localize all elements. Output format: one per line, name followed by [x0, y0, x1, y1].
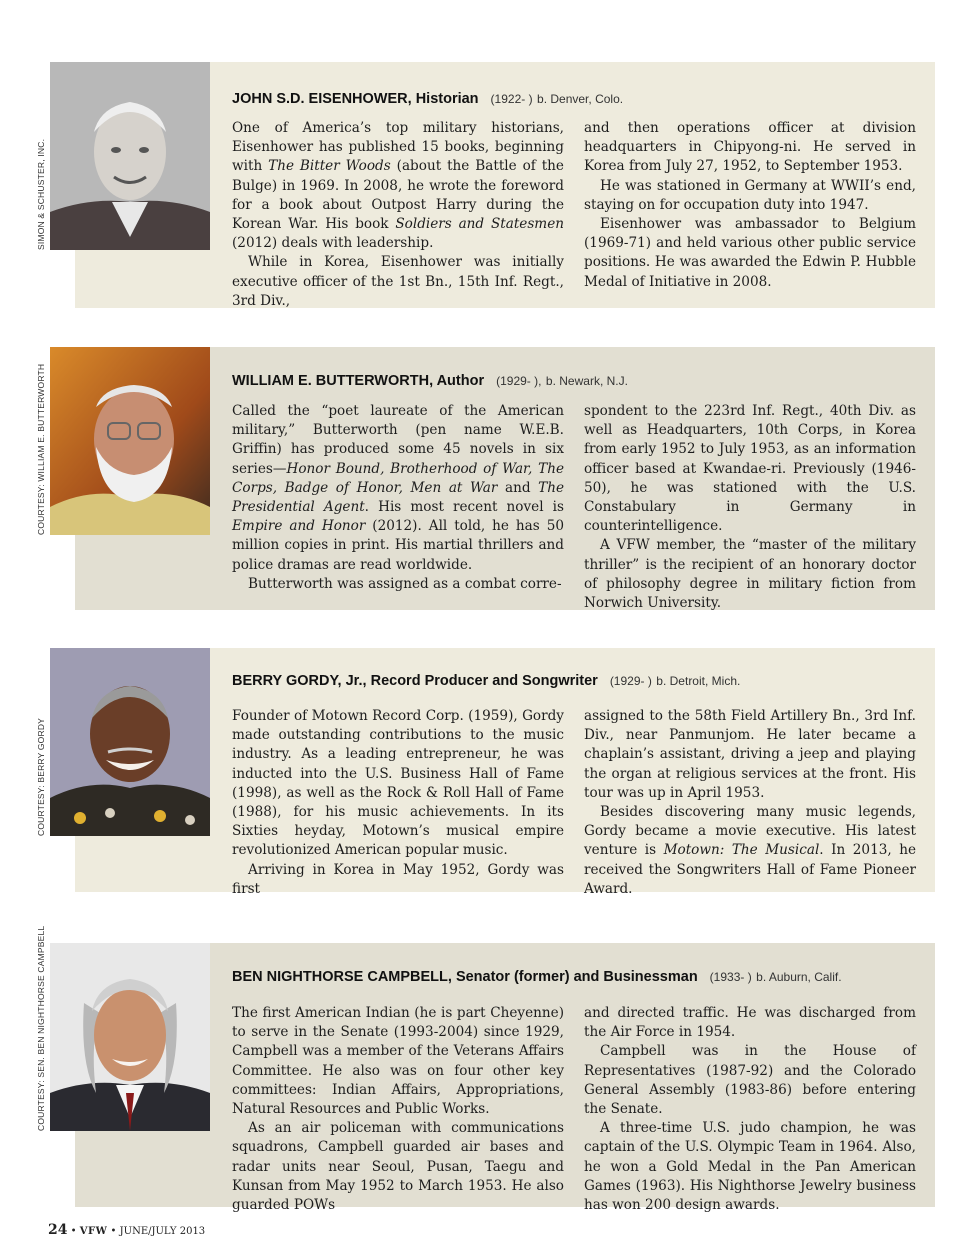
bio-paragraph: Campbell was in the House of Representatives (1987-92) and the Colorado General Assembly (1983-86) before entering the Senate.: [584, 1043, 916, 1118]
photo-credit: COURTESY: SEN. BEN NIGHTHORSE CAMPBELL: [36, 925, 46, 1131]
profile-heading: [232, 968, 842, 986]
photo-credit: COURTESY: BERRY GORDY: [36, 717, 46, 836]
bio-column-1: [232, 1004, 564, 1215]
profile-dates: (1933- ): [709, 970, 752, 984]
bio-paragraph: spondent to the 223rd Inf. Regt., 40th Div. as well as Headquarters, 10th Corps, in Korea from early 1952 to July 1953, as an information officer based at Kwandae-ri. Previously (1946-50), he was stationed with the U.S. Constabulary in Germany in counterintelligence.: [584, 403, 916, 535]
profile-name: BERRY GORDY, Jr., Record Producer and Songwriter: [232, 673, 598, 689]
footer-separator: •: [70, 1226, 77, 1237]
bio-paragraph: A three-time U.S. judo champion, he was captain of the U.S. Olympic Team in 1964. Also, he won a Gold Medal in the Pan American Games (1963). His Nighthorse Jewelry business has won 200 design awards.: [584, 1120, 916, 1214]
bio-column-2: [584, 1004, 916, 1215]
profile-birthplace: b. Detroit, Mich.: [656, 674, 741, 688]
bio-paragraph: As an air policeman with communications squadrons, Campbell guarded air bases and radar units near Seoul, Pusan, Taegu and Kunsan from May 1952 to March 1953. He also guarded POWs: [232, 1120, 564, 1214]
profile-dates: (1922- ): [490, 92, 533, 106]
bio-paragraph: The first American Indian (he is part Cheyenne) to serve in the Senate (1993-2004) since 1929, Campbell was a member of the Veterans Affairs Committee. He also was on four other key committees: Indian Affairs, Appropriations, Natural Resources and Public Works.: [232, 1005, 564, 1118]
bio-paragraph: While in Korea, Eisenhower was initially executive officer of the 1st Bn., 15th Inf. Regt., 3rd Div.,: [232, 254, 564, 309]
profile-heading: [232, 372, 628, 390]
bio-paragraph: assigned to the 58th Field Artillery Bn., 3rd Inf. Div., near Panmunjom. He later became a chaplain’s assistant, driving a jeep and playing the organ at religious services at the front. His tour was up in April 1953.: [584, 708, 916, 801]
photo-credit: SIMON & SCHUSTER, INC.: [36, 138, 46, 250]
bio-paragraph: and directed traffic. He was discharged from the Air Force in 1954.: [584, 1005, 916, 1041]
bio-paragraph: A VFW member, the “master of the military thriller” is the recipient of an honorary doctor of philosophy degree in military fiction from Norwich University.: [584, 537, 916, 612]
page-number: 24: [48, 1222, 68, 1238]
bio-column-2: [584, 402, 916, 613]
bio-column-2: [584, 119, 916, 292]
bio-paragraph: Eisenhower was ambassador to Belgium (1969-71) and held various other public service positions. He was awarded the Edwin P. Hubble Medal of Initiative in 2008.: [584, 216, 916, 290]
bio-column-1: [232, 402, 564, 594]
profile-birthplace: b. Denver, Colo.: [537, 92, 624, 106]
profile-birthplace: b. Newark, N.J.: [545, 374, 628, 388]
bio-column-2: [584, 707, 916, 899]
profile-name: JOHN S.D. EISENHOWER, Historian: [232, 91, 479, 107]
portrait-photo: [50, 62, 210, 250]
bio-column-1: [232, 707, 564, 899]
portrait-photo: [50, 648, 210, 836]
page-footer: [48, 1222, 205, 1238]
magazine-name: VFW: [79, 1226, 108, 1237]
profile-heading: [232, 672, 740, 690]
bio-paragraph: and then operations officer at division headquarters in Chipyong-ni. He served in Korea from July 27, 1952, to September 1953.: [584, 120, 916, 175]
profile-heading: [232, 90, 623, 108]
profile-dates: (1929- ): [609, 674, 652, 688]
portrait-photo: [50, 347, 210, 535]
profile-birthplace: b. Auburn, Calif.: [756, 970, 842, 984]
profile-name: WILLIAM E. BUTTERWORTH, Author: [232, 373, 485, 389]
bio-paragraph: Besides discovering many music legends, Gordy became a movie executive. His latest venture is Motown: The Musical. In 2013, he received the Songwriters Hall of Fame Pioneer Award.: [584, 804, 917, 897]
photo-credit: COURTESY: WILLIAM E. BUTTERWORTH: [36, 363, 46, 535]
bio-paragraph: Arriving in Korea in May 1952, Gordy was first: [232, 861, 564, 897]
bio-column-1: [232, 119, 564, 311]
bio-paragraph: Called the “poet laureate of the American military,” Butterworth (pen name W.E.B. Griffin) has produced some 45 novels in six series—Honor Bound, Brotherhood of War, The Corps, Badge of Honor, Men at War and The Presidential Agent. His most recent novel is Empire and Honor (2012). All told, he has 50 million copies in print. His martial thrillers and police dramas are read worldwide.: [232, 403, 564, 573]
profile-dates: (1929- ),: [496, 374, 542, 388]
profile-name: BEN NIGHTHORSE CAMPBELL, Senator (former) and Businessman: [232, 969, 698, 985]
footer-separator: •: [110, 1226, 117, 1237]
portrait-photo: [50, 943, 210, 1131]
bio-paragraph: Founder of Motown Record Corp. (1959), Gordy made outstanding contributions to the music industry. As a leading entrepreneur, he was inducted into the U.S. Business Hall of Fame (1998), as well as the Rock & Roll Hall of Fame (1988), for his music achievements. In its Sixties heyday, Motown’s musical empire revolutionized American popular music.: [232, 708, 564, 859]
bio-paragraph: One of America’s top military historians, Eisenhower has published 15 books, beginning with The Bitter Woods (about the Battle of the Bulge) in 1969. In 2008, he wrote the foreword for a book about Outpost Harry during the Korean War. His book Soldiers and Statesmen (2012) deals with leadership.: [232, 120, 564, 252]
issue-date: JUNE/JULY 2013: [119, 1226, 206, 1237]
bio-paragraph: Butterworth was assigned as a combat corre-: [248, 575, 562, 592]
bio-paragraph: He was stationed in Germany at WWII’s end, staying on for occupation duty into 1947.: [584, 177, 916, 213]
